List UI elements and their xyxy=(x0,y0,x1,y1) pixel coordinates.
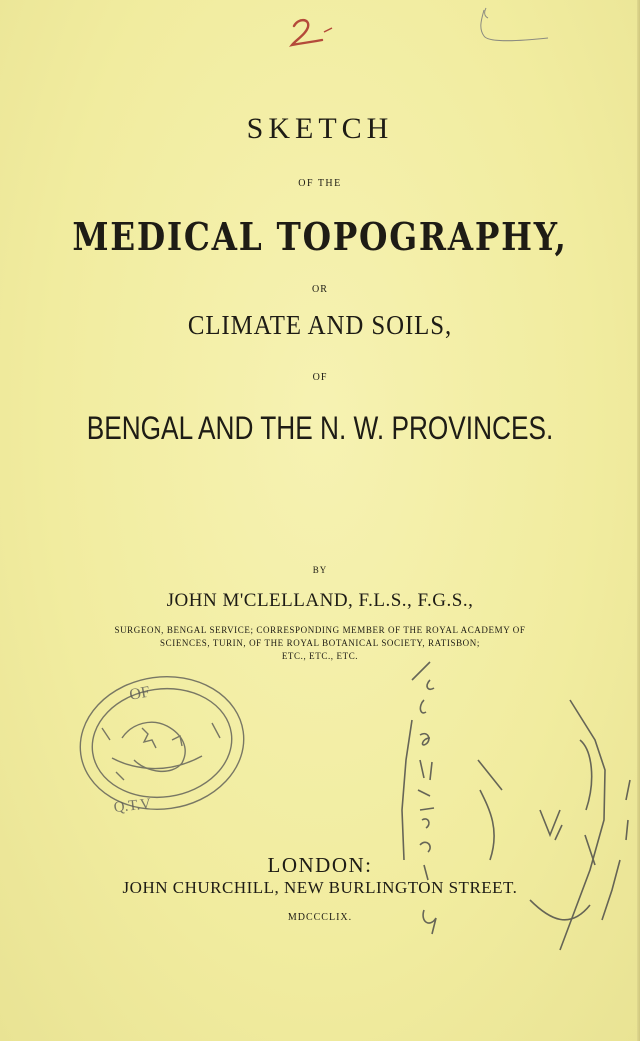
credentials-line-1: SURGEON, BENGAL SERVICE; CORRESPONDING MEMBER OF THE ROYAL ACADEMY OF xyxy=(114,625,526,635)
region-title: BENGAL AND THE N. W. PROVINCES. xyxy=(86,410,554,446)
publisher-text: JOHN CHURCHILL, NEW BURLINGTON STREET. xyxy=(122,878,518,897)
of-the-text: OF THE xyxy=(298,178,342,189)
publication-date: MDCCCLIX. xyxy=(287,912,353,923)
pencil-mark xyxy=(470,6,550,46)
of-text: OF xyxy=(312,372,328,383)
author-name: JOHN M'CLELLAND, F.L.S., F.G.S., xyxy=(166,590,474,611)
subtitle: CLIMATE AND SOILS, xyxy=(187,310,453,340)
library-stamp xyxy=(72,668,252,818)
stamp-text-bottom: Q.T.V xyxy=(112,796,152,816)
stamp-text-top: OF xyxy=(128,683,152,704)
or-text: OR xyxy=(312,284,328,295)
by-text: BY xyxy=(312,565,328,575)
credentials-line-3: ETC., ETC., ETC. xyxy=(281,651,359,661)
london-text: LONDON: xyxy=(267,853,373,877)
credentials-line-2: SCIENCES, TURIN, OF THE ROYAL BOTANICAL SOCIETY, RATISBON; xyxy=(160,638,480,648)
handwritten-shelf-mark xyxy=(280,12,350,50)
title-sketch: SKETCH xyxy=(246,112,394,145)
pencil-annotations xyxy=(390,660,640,980)
main-title: MEDICAL TOPOGRAPHY, xyxy=(72,214,568,259)
